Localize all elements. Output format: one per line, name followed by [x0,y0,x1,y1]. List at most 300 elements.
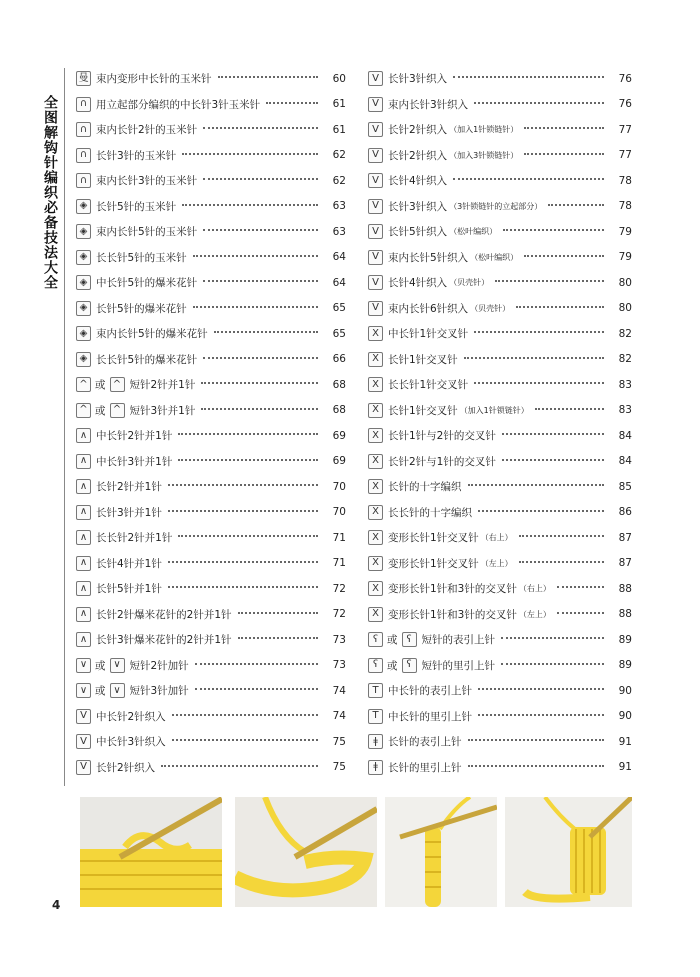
stitch-symbol-alt-icon: ʕ [402,632,417,647]
photo-crochet-1 [80,797,222,907]
toc-entry [368,627,632,653]
entry-page-number: 76 [618,72,632,85]
toc-entry [76,347,346,373]
stitch-symbol-icon: ∩ [76,148,91,163]
toc-entry [368,66,632,92]
entry-title: 长针3针爆米花针的2针并1针 [96,634,232,647]
crochet-swatch-image [235,797,377,907]
photo-strip [80,797,632,907]
stitch-symbol-icon: V [368,71,383,86]
toc-entry [368,576,632,602]
toc-entry [368,398,632,424]
entry-page-number: 60 [332,72,346,85]
stitch-symbol-icon: X [368,352,383,367]
leader-dots [168,586,318,588]
entry-page-number: 64 [332,251,346,264]
toc-entry [368,729,632,755]
toc-entry [368,219,632,245]
entry-title: 中长针1针交叉针 [388,328,469,341]
entry-page-number: 90 [618,684,632,697]
entry-page-number: 68 [332,378,346,391]
toc-entry [76,92,346,118]
entry-page-number: 84 [618,429,632,442]
entry-note: （右上） [480,533,513,543]
leader-dots [524,153,604,155]
entry-page-number: 87 [618,531,632,544]
toc-entry [76,653,346,679]
photo-crochet-2 [235,797,377,907]
entry-title: 长针2针织入 [388,124,448,137]
entry-title: 长长针的十字编织 [388,506,472,519]
leader-dots [503,229,604,231]
entry-title: 短针3针并1针 [129,404,196,417]
entry-title: 长针2针爆米花针的2针并1针 [96,608,232,621]
toc-entry [368,245,632,271]
entry-page-number: 63 [332,200,346,213]
stitch-symbol-icon: ^ [76,377,91,392]
photo-crochet-4 [505,797,632,907]
entry-page-number: 64 [332,276,346,289]
entry-title: 束内长针3针的玉米针 [96,175,198,188]
stitch-symbol-icon: V [76,709,91,724]
entry-note: （松叶编织） [470,252,519,262]
leader-dots [201,408,318,410]
entry-title: 长针3针织入 [388,73,448,86]
leader-dots [524,255,604,257]
toc-entry [76,627,346,653]
stitch-symbol-icon: ◈ [76,199,91,214]
stitch-symbol-icon: ∧ [76,530,91,545]
toc-entry [368,449,632,475]
toc-entry [368,551,632,577]
stitch-symbol-icon: ◈ [76,326,91,341]
stitch-symbol-icon: ∧ [76,556,91,571]
stitch-symbol-icon: X [368,479,383,494]
entry-page-number: 77 [618,149,632,162]
toc-entry [368,117,632,143]
stitch-symbol-icon: ◈ [76,275,91,290]
toc-entry [368,194,632,220]
leader-dots [478,510,604,512]
leader-dots [193,306,318,308]
stitch-symbol-icon: ◈ [76,301,91,316]
entry-title: 长针的十字编织 [388,481,462,494]
leader-dots [203,280,318,282]
entry-page-number: 83 [618,378,632,391]
stitch-symbol-icon: ◈ [76,352,91,367]
entry-page-number: 74 [332,710,346,723]
toc-entry [76,219,346,245]
entry-page-number: 84 [618,455,632,468]
stitch-symbol-icon: ∨ [76,658,91,673]
stitch-symbol-icon: ∧ [76,632,91,647]
leader-dots [172,739,318,741]
stitch-symbol-icon: ∧ [76,505,91,520]
leader-dots [203,357,318,359]
entry-title: 中长针2针并1针 [96,430,173,443]
leader-dots [468,484,605,486]
toc-right-column [368,66,632,780]
toc-entry [76,296,346,322]
entry-note: （左上） [518,609,551,619]
entry-note: （贝壳针） [449,278,490,288]
leader-dots [172,714,318,716]
stitch-symbol-icon: V [368,301,383,316]
entry-note: （左上） [480,558,513,568]
crochet-swatch-image [385,797,497,907]
toc-entry [76,729,346,755]
toc-entry [368,143,632,169]
stitch-symbol-icon: ǂ [368,734,383,749]
leader-dots [193,255,318,257]
entry-title: 长针2针织入 [96,761,156,774]
entry-page-number: 71 [332,531,346,544]
entry-title: 短针2针并1针 [129,379,196,392]
stitch-symbol-icon: V [368,122,383,137]
entry-title: 变形长针1针交叉针 [388,557,479,570]
leader-dots [535,408,604,410]
entry-note: （加入3针锁链针） [449,150,519,160]
entry-title: 长针3针并1针 [96,506,162,519]
entry-title: 长针2针与1针的交叉针 [388,455,496,468]
entry-page-number: 65 [332,302,346,315]
stitch-symbol-icon: 曼 [76,71,91,86]
entry-page-number: 79 [618,251,632,264]
entry-page-number: 80 [618,302,632,315]
stitch-symbol-icon: X [368,403,383,418]
stitch-symbol-icon: ʕ [368,632,383,647]
stitch-symbol-icon: V [368,173,383,188]
stitch-symbol-icon: V [368,250,383,265]
entry-page-number: 88 [618,582,632,595]
toc-entry [368,653,632,679]
entry-title: 长针1针交叉针 [388,353,458,366]
entry-title: 束内长针3针织入 [388,98,469,111]
toc-entry [76,755,346,781]
toc-entry [368,321,632,347]
leader-dots [266,102,318,104]
toc-entry [368,423,632,449]
photo-crochet-3 [385,797,497,907]
toc-entry [368,372,632,398]
entry-title: 长针3针织入 [388,200,448,213]
entry-title: 用立起部分编织的中长针3针玉米针 [96,98,261,111]
stitch-symbol-alt-icon: ∨ [110,658,125,673]
entry-page-number: 73 [332,659,346,672]
toc-entry [76,449,346,475]
entry-page-number: 75 [332,761,346,774]
entry-page-number: 66 [332,353,346,366]
leader-dots [478,714,604,716]
leader-dots [557,612,604,614]
leader-dots [474,382,604,384]
leader-dots [519,561,604,563]
leader-dots [502,433,604,435]
entry-title: 中长针的里引上针 [388,710,472,723]
leader-dots [203,229,318,231]
entry-title: 长长针2针并1针 [96,532,173,545]
stitch-symbol-icon: ∩ [76,173,91,188]
entry-title: 长针4针并1针 [96,557,162,570]
entry-title: 束内长针2针的玉米针 [96,124,198,137]
entry-page-number: 63 [332,225,346,238]
page-number: 4 [52,898,61,912]
entry-page-number: 69 [332,429,346,442]
entry-title: 中长针3针并1针 [96,455,173,468]
leader-dots [474,331,604,333]
toc-entry [76,398,346,424]
side-divider [64,68,65,786]
stitch-symbol-icon: ∧ [76,454,91,469]
toc-entry [76,372,346,398]
crochet-swatch-image [505,797,632,907]
leader-dots [468,765,605,767]
leader-dots [168,510,318,512]
entry-page-number: 78 [618,200,632,213]
entry-title: 短针的里引上针 [421,659,495,672]
stitch-symbol-icon: X [368,326,383,341]
entry-title: 长针5针的爆米花针 [96,302,187,315]
stitch-symbol-icon: V [76,760,91,775]
stitch-symbol-icon: ʕ [368,658,383,673]
entry-page-number: 69 [332,455,346,468]
entry-title: 长针2针并1针 [96,481,162,494]
entry-page-number: 88 [618,608,632,621]
stitch-symbol-icon: X [368,607,383,622]
or-connector: 或 [387,634,398,647]
entry-page-number: 61 [332,123,346,136]
leader-dots [502,459,604,461]
entry-title: 束内变形中长针的玉米针 [96,73,212,86]
entry-title: 短针2针加针 [129,659,189,672]
stitch-symbol-alt-icon: ʕ [402,658,417,673]
entry-title: 长长针5针的玉米针 [96,251,187,264]
entry-page-number: 72 [332,608,346,621]
crochet-swatch-image [80,797,222,907]
toc-entry [76,500,346,526]
leader-dots [453,76,604,78]
toc-entry [76,117,346,143]
stitch-symbol-icon: ◈ [76,250,91,265]
entry-page-number: 89 [618,659,632,672]
entry-page-number: 90 [618,710,632,723]
entry-page-number: 73 [332,633,346,646]
toc-entry [368,500,632,526]
entry-page-number: 91 [618,735,632,748]
entry-title: 长针1针与2针的交叉针 [388,430,496,443]
leader-dots [238,612,318,614]
leader-dots [516,306,604,308]
entry-page-number: 71 [332,557,346,570]
entry-page-number: 61 [332,98,346,111]
toc-entry [76,423,346,449]
entry-title: 长针的表引上针 [388,736,462,749]
entry-page-number: 83 [618,404,632,417]
or-connector: 或 [95,685,106,698]
entry-title: 中长针3针织入 [96,736,166,749]
side-title: 全图解钩针编织必备技法大全 [42,95,58,290]
stitch-symbol-icon: ∨ [76,683,91,698]
entry-note: （3针锁链针的立起部分） [449,201,543,211]
entry-page-number: 77 [618,123,632,136]
stitch-symbol-icon: ∩ [76,122,91,137]
toc-entry [76,143,346,169]
toc-entry [368,755,632,781]
stitch-symbol-icon: ǂ [368,760,383,775]
stitch-symbol-icon: T [368,709,383,724]
entry-page-number: 62 [332,149,346,162]
entry-title: 长针5针的玉米针 [96,200,177,213]
entry-note: （加入1针锁链针） [459,405,529,415]
toc-entry [368,525,632,551]
stitch-symbol-icon: ∧ [76,479,91,494]
entry-page-number: 75 [332,735,346,748]
entry-note: （右上） [518,584,551,594]
leader-dots [495,280,604,282]
entry-page-number: 68 [332,404,346,417]
entry-title: 束内长针5针的玉米针 [96,226,198,239]
stitch-symbol-icon: X [368,454,383,469]
stitch-symbol-icon: ∩ [76,97,91,112]
entry-title: 中长针的表引上针 [388,685,472,698]
or-connector: 或 [387,659,398,672]
stitch-symbol-icon: X [368,428,383,443]
entry-page-number: 87 [618,557,632,570]
stitch-symbol-alt-icon: ∨ [110,683,125,698]
leader-dots [214,331,318,333]
entry-title: 长针2针织入 [388,149,448,162]
toc-entry [368,678,632,704]
leader-dots [178,433,318,435]
entry-title: 长针4针织入 [388,175,448,188]
or-connector: 或 [95,659,106,672]
leader-dots [168,484,318,486]
leader-dots [203,127,318,129]
entry-page-number: 91 [618,761,632,774]
leader-dots [474,102,604,104]
toc-entry [368,347,632,373]
leader-dots [501,637,604,639]
stitch-symbol-icon: X [368,556,383,571]
toc-entry [76,66,346,92]
toc-left-column [76,66,346,780]
entry-title: 变形长针1针交叉针 [388,532,479,545]
leader-dots [201,382,318,384]
entry-title: 变形长针1针和3针的交叉针 [388,608,517,621]
toc-entry [76,168,346,194]
stitch-symbol-icon: V [368,275,383,290]
leader-dots [203,178,318,180]
entry-title: 长长针1针交叉针 [388,379,469,392]
toc-entry [76,678,346,704]
entry-title: 束内长针5针织入 [388,251,469,264]
toc-entry [368,92,632,118]
entry-title: 长长针5针的爆米花针 [96,353,198,366]
stitch-symbol-alt-icon: ^ [110,377,125,392]
entry-page-number: 72 [332,582,346,595]
stitch-symbol-icon: ^ [76,403,91,418]
leader-dots [195,663,318,665]
stitch-symbol-icon: V [76,734,91,749]
stitch-symbol-icon: V [368,97,383,112]
entry-title: 中长针2针织入 [96,710,166,723]
toc-entry [76,576,346,602]
entry-page-number: 86 [618,506,632,519]
entry-page-number: 70 [332,506,346,519]
entry-page-number: 70 [332,480,346,493]
leader-dots [178,459,318,461]
leader-dots [168,561,318,563]
toc-entry [76,321,346,347]
entry-page-number: 89 [618,633,632,646]
toc-entry [368,704,632,730]
stitch-symbol-icon: X [368,581,383,596]
entry-page-number: 85 [618,480,632,493]
toc-entry [76,474,346,500]
stitch-symbol-icon: ∧ [76,581,91,596]
stitch-symbol-icon: ∧ [76,607,91,622]
entry-title: 长针的里引上针 [388,761,462,774]
leader-dots [557,586,604,588]
entry-page-number: 74 [332,684,346,697]
entry-title: 长针5针并1针 [96,583,162,596]
entry-note: （加入1针锁链针） [449,125,519,135]
toc-entry [368,296,632,322]
stitch-symbol-icon: X [368,377,383,392]
stitch-symbol-icon: V [368,148,383,163]
entry-page-number: 80 [618,276,632,289]
toc-entry [76,551,346,577]
entry-title: 短针的表引上针 [421,634,495,647]
stitch-symbol-icon: ◈ [76,224,91,239]
or-connector: 或 [95,379,106,392]
or-connector: 或 [95,404,106,417]
entry-note: （松叶编织） [449,227,498,237]
entry-page-number: 82 [618,353,632,366]
entry-title: 短针3针加针 [129,685,189,698]
entry-title: 长针4针织入 [388,277,448,290]
entry-title: 长针3针的玉米针 [96,149,177,162]
entry-title: 束内长针5针的爆米花针 [96,328,208,341]
entry-page-number: 65 [332,327,346,340]
leader-dots [501,663,604,665]
stitch-symbol-icon: X [368,530,383,545]
toc-entry [368,474,632,500]
toc-entry [76,704,346,730]
stitch-symbol-icon: V [368,224,383,239]
toc-entry [368,168,632,194]
leader-dots [218,76,319,78]
toc-entry [76,245,346,271]
entry-page-number: 82 [618,327,632,340]
entry-title: 长针1针交叉针 [388,404,458,417]
stitch-symbol-alt-icon: ^ [110,403,125,418]
stitch-symbol-icon: V [368,199,383,214]
leader-dots [182,153,318,155]
stitch-symbol-icon: X [368,505,383,520]
leader-dots [453,178,604,180]
leader-dots [468,739,605,741]
entry-title: 中长针5针的爆米花针 [96,277,198,290]
entry-page-number: 76 [618,98,632,111]
leader-dots [519,535,604,537]
toc-entry [76,194,346,220]
stitch-symbol-icon: T [368,683,383,698]
entry-title: 变形长针1针和3针的交叉针 [388,583,517,596]
toc-entry [368,270,632,296]
entry-page-number: 62 [332,174,346,187]
toc-entry [76,270,346,296]
